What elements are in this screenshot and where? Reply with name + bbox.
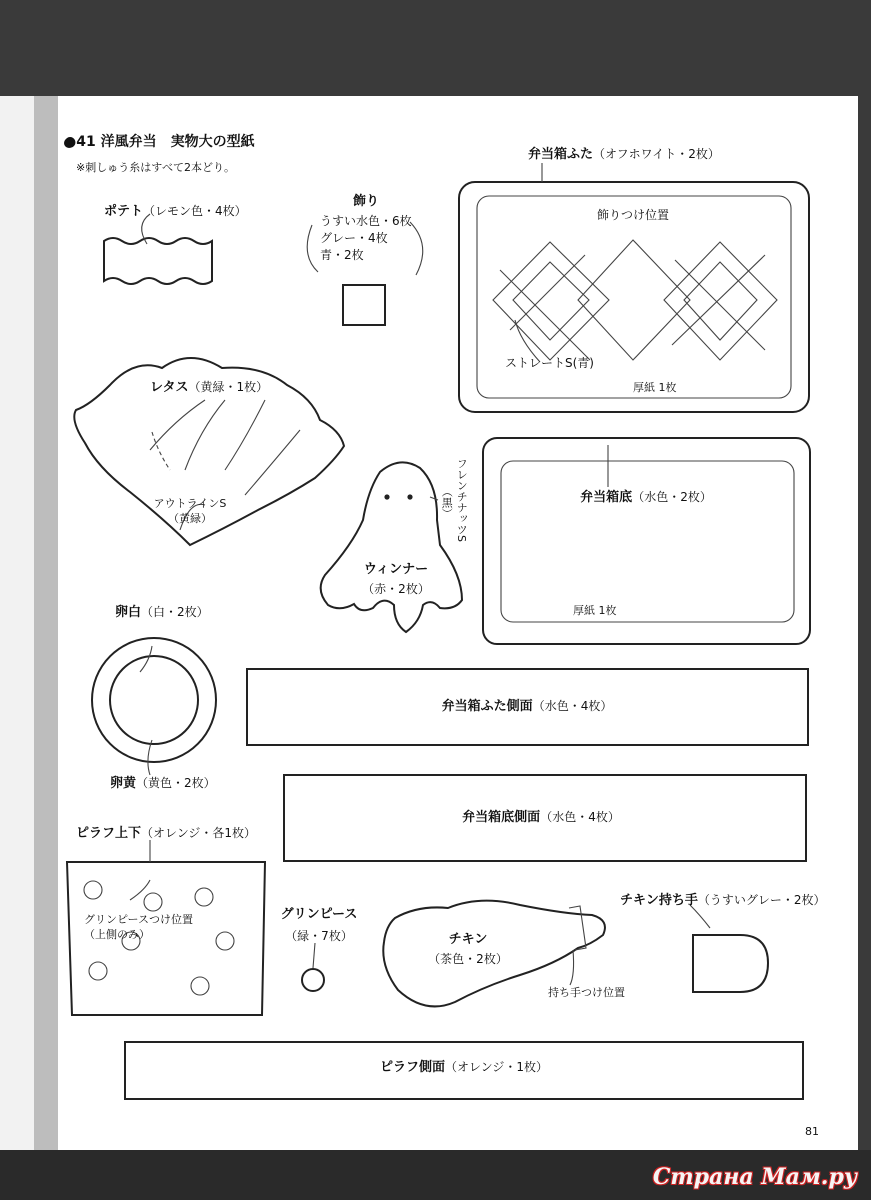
lid-deco-position-label: 飾りつけ位置 — [597, 208, 670, 222]
peas-spec: （緑・7枚） — [285, 929, 353, 943]
chicken-label: チキン — [448, 932, 488, 947]
wiener-eye-left — [384, 494, 389, 499]
potato-label: ポテト（レモン色・4枚） — [104, 204, 247, 219]
chicken-spec: （茶色・2枚） — [428, 952, 508, 966]
pilaf-pea-position-label: グリンピースつけ位置 — [84, 913, 194, 926]
egg-white-label: 卵白（白・2枚） — [115, 605, 209, 620]
lettuce-stitch-label: アウトラインS — [153, 497, 227, 510]
pilaf-side-label: ピラフ側面（オレンジ・1枚） — [379, 1060, 549, 1075]
decoration-label: 飾り — [352, 194, 380, 209]
pilaf-pea-note: （上側のみ） — [84, 928, 150, 941]
bottom-side-label: 弁当箱底側面（水色・4枚） — [462, 810, 620, 825]
box-bottom-label: 弁当箱底（水色・2枚） — [580, 490, 712, 505]
peas-label: グリンピース — [280, 907, 358, 922]
wiener-knot-label: フレンチナッツS — [455, 458, 469, 542]
lettuce-label: レタス（黄緑・1枚） — [150, 380, 269, 395]
wiener-label: ウィンナー — [363, 562, 429, 577]
page-gutter-shadow — [34, 96, 60, 1156]
decoration-spec-2: グレー・4枚 — [320, 231, 388, 245]
chicken-handle-position-label: 持ち手つけ位置 — [548, 986, 625, 999]
wiener-eye-right — [407, 494, 412, 499]
pilaf-label: ピラフ上下（オレンジ・各1枚） — [76, 826, 257, 841]
lid-board-label: 厚紙 1枚 — [633, 381, 677, 394]
lid-stitch-label: ストレートS(青) — [505, 356, 594, 370]
chicken-handle-label: チキン持ち手（うすいグレー・2枚） — [620, 893, 826, 908]
decoration-spec-1: うすい水色・6枚 — [320, 214, 412, 228]
lid-side-label: 弁当箱ふた側面（水色・4枚） — [441, 699, 613, 714]
page-title: ●41 洋風弁当 実物大の型紙 — [64, 134, 255, 150]
box-bottom-board-label: 厚紙 1枚 — [573, 604, 617, 617]
wiener-knot-color: （黒） — [440, 486, 454, 519]
decoration-spec-3: 青・2枚 — [320, 248, 364, 262]
page-note: ※刺しゅう糸はすべて2本どり。 — [76, 161, 235, 174]
lid-label: 弁当箱ふた（オフホワイト・2枚） — [528, 147, 720, 162]
lettuce-stitch-color: （黄緑） — [168, 512, 212, 525]
watermark: Страна Мам.ру — [652, 1164, 857, 1190]
yolk-label: 卵黄（黄色・2枚） — [110, 776, 216, 791]
wiener-spec: （赤・2枚） — [362, 582, 430, 596]
page-number: 81 — [805, 1125, 819, 1138]
